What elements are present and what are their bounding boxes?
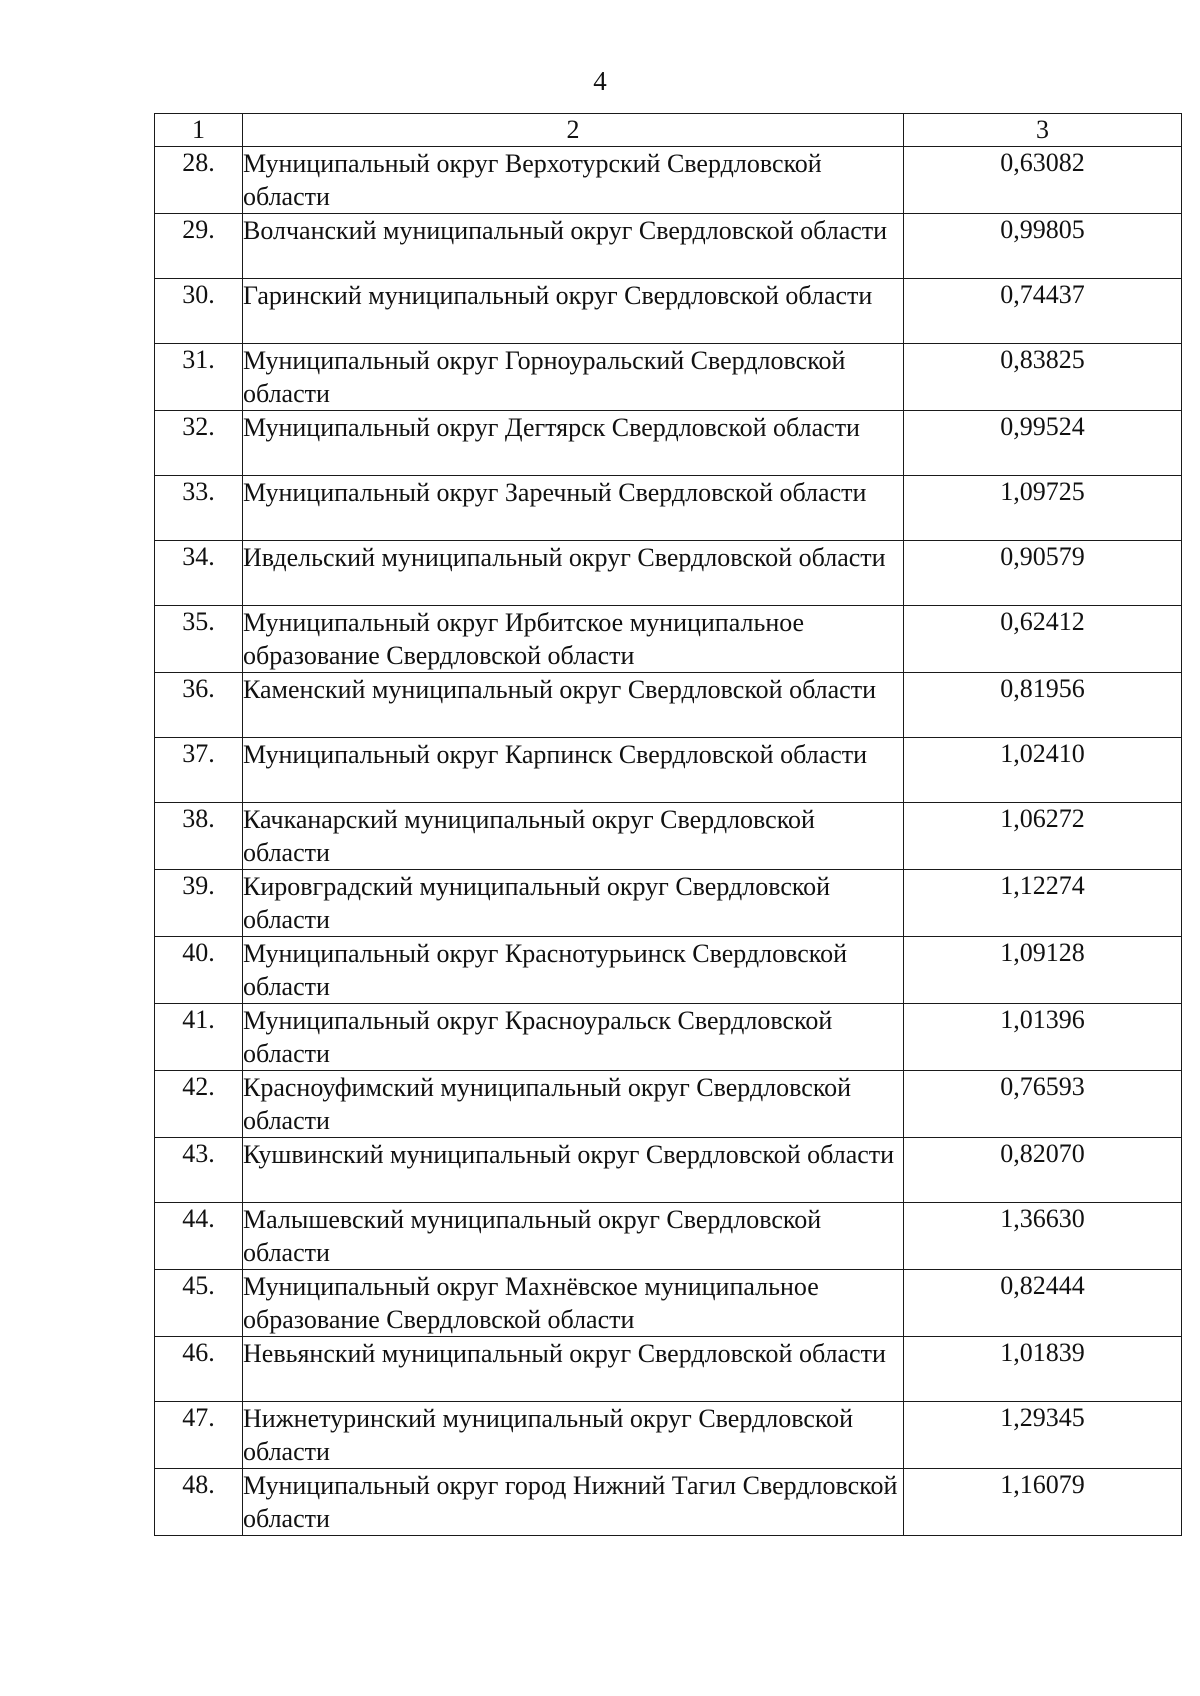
row-number: 31. [155,344,243,411]
municipality-name: Волчанский муниципальный округ Свердловской области [243,214,904,279]
table-row [155,738,1182,803]
municipality-name: Каменский муниципальный округ Свердловской области [243,673,904,738]
municipality-name: Муниципальный округ Дегтярск Свердловской области [243,411,904,476]
coefficient-value: 1,29345 [904,1402,1182,1469]
row-number: 34. [155,541,243,606]
municipality-name: Муниципальный округ Махнёвское муниципальное образование Свердловской области [243,1270,904,1337]
coefficient-value: 1,06272 [904,803,1182,870]
coefficient-value: 0,62412 [904,606,1182,673]
municipality-name: Муниципальный округ Заречный Свердловской области [243,476,904,541]
coefficient-value: 0,99805 [904,214,1182,279]
coefficients-table [154,113,1182,1536]
municipality-name: Муниципальный округ Красноуральск Свердловской области [243,1004,904,1071]
table-row [155,1469,1182,1536]
table-row [155,1337,1182,1402]
row-number: 38. [155,803,243,870]
municipality-name: Качканарский муниципальный округ Свердловской области [243,803,904,870]
row-number: 41. [155,1004,243,1071]
municipality-name: Кушвинский муниципальный округ Свердловской области [243,1138,904,1203]
table-row [155,411,1182,476]
row-number: 46. [155,1337,243,1402]
coefficient-value: 0,90579 [904,541,1182,606]
row-number: 36. [155,673,243,738]
coefficient-value: 1,12274 [904,870,1182,937]
municipality-name: Муниципальный округ Краснотурьинск Свердловской области [243,937,904,1004]
coefficient-value: 1,01839 [904,1337,1182,1402]
row-number: 29. [155,214,243,279]
coefficient-value: 1,09128 [904,937,1182,1004]
table-row [155,803,1182,870]
municipality-name: Муниципальный округ город Нижний Тагил Свердловской области [243,1469,904,1536]
coefficient-value: 1,36630 [904,1203,1182,1270]
page-number: 4 [593,66,607,96]
coefficient-value: 0,82444 [904,1270,1182,1337]
coefficient-value: 0,83825 [904,344,1182,411]
table-row [155,344,1182,411]
municipality-name: Кировградский муниципальный округ Свердловской области [243,870,904,937]
row-number: 33. [155,476,243,541]
table-header-row [155,114,1182,147]
column-header-3: 3 [904,114,1182,147]
row-number: 39. [155,870,243,937]
municipality-name: Муниципальный округ Верхотурский Свердловской области [243,147,904,214]
municipality-name: Нижнетуринский муниципальный округ Свердловской области [243,1402,904,1469]
row-number: 37. [155,738,243,803]
coefficient-value: 0,74437 [904,279,1182,344]
row-number: 45. [155,1270,243,1337]
municipality-name: Гаринский муниципальный округ Свердловской области [243,279,904,344]
row-number: 48. [155,1469,243,1536]
coefficient-value: 0,81956 [904,673,1182,738]
table-row [155,1138,1182,1203]
municipality-name: Муниципальный округ Карпинск Свердловской области [243,738,904,803]
row-number: 40. [155,937,243,1004]
table-row [155,673,1182,738]
row-number: 44. [155,1203,243,1270]
row-number: 43. [155,1138,243,1203]
table-row [155,214,1182,279]
table-row [155,147,1182,214]
municipality-name: Невьянский муниципальный округ Свердловской области [243,1337,904,1402]
coefficient-value: 0,76593 [904,1071,1182,1138]
row-number: 35. [155,606,243,673]
coefficient-value: 0,82070 [904,1138,1182,1203]
municipality-name: Малышевский муниципальный округ Свердловской области [243,1203,904,1270]
table-row [155,937,1182,1004]
table-row [155,1203,1182,1270]
coefficient-value: 1,16079 [904,1469,1182,1536]
column-header-2: 2 [243,114,904,147]
coefficient-value: 1,02410 [904,738,1182,803]
table-row [155,1071,1182,1138]
row-number: 47. [155,1402,243,1469]
table-row [155,1004,1182,1071]
coefficient-value: 1,09725 [904,476,1182,541]
coefficient-value: 0,63082 [904,147,1182,214]
row-number: 28. [155,147,243,214]
municipality-name: Красноуфимский муниципальный округ Свердловской области [243,1071,904,1138]
table-row [155,476,1182,541]
municipality-name: Муниципальный округ Ирбитское муниципальное образование Свердловской области [243,606,904,673]
municipality-name: Муниципальный округ Горноуральский Свердловской области [243,344,904,411]
row-number: 42. [155,1071,243,1138]
table-row [155,279,1182,344]
coefficient-value: 1,01396 [904,1004,1182,1071]
table-row [155,1270,1182,1337]
coefficient-value: 0,99524 [904,411,1182,476]
table-row [155,1402,1182,1469]
municipality-name: Ивдельский муниципальный округ Свердловской области [243,541,904,606]
table-row [155,541,1182,606]
row-number: 32. [155,411,243,476]
table-row [155,870,1182,937]
table-row [155,606,1182,673]
row-number: 30. [155,279,243,344]
column-header-1: 1 [155,114,243,147]
